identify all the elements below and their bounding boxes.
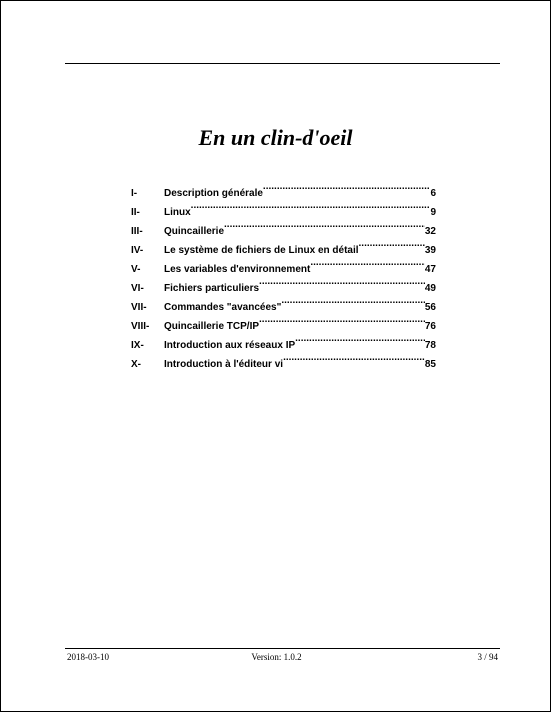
dot-leader	[263, 177, 431, 196]
page-title: En un clin-d'oeil	[198, 125, 353, 150]
toc-title: Le système de fichiers de Linux en détail	[164, 245, 359, 256]
toc-page-number: 56	[424, 302, 436, 313]
toc-page-number: 76	[424, 321, 436, 332]
toc-number: VIII-	[131, 321, 150, 332]
toc-number: III-	[131, 226, 143, 237]
toc-number: V-	[131, 264, 141, 275]
toc-page-number: 47	[424, 264, 436, 275]
dot-leader	[281, 291, 425, 310]
dot-leader	[224, 215, 425, 234]
header-rule	[65, 63, 500, 64]
toc-page-number: 9	[430, 207, 436, 218]
toc-number: IV-	[131, 245, 144, 256]
footer-page-number: 3 / 94	[477, 652, 498, 662]
toc-title: Quincaillerie	[164, 226, 225, 237]
toc-entry[interactable]	[131, 177, 436, 199]
footer-date: 2018-03-10	[67, 652, 109, 662]
toc-number: I-	[131, 188, 138, 199]
toc-number: VII-	[131, 302, 147, 313]
toc-title: Quincaillerie TCP/IP	[164, 321, 260, 332]
dot-leader	[259, 310, 425, 329]
toc-title: Fichiers particuliers	[164, 283, 260, 294]
toc-page-number: 49	[424, 283, 436, 294]
table-of-contents	[131, 177, 436, 370]
toc-title: Les variables d'environnement	[164, 264, 311, 275]
toc-page-number: 85	[424, 359, 436, 370]
toc-title: Introduction aux réseaux IP	[164, 340, 296, 351]
dot-leader	[191, 196, 431, 215]
toc-page-number: 32	[424, 226, 436, 237]
toc-number: X-	[131, 359, 141, 370]
dot-leader	[310, 253, 425, 272]
toc-title: Description générale	[164, 188, 263, 199]
toc-title: Linux	[164, 207, 191, 218]
dot-leader	[359, 234, 425, 253]
toc-page-number: 39	[424, 245, 436, 256]
toc-title: Introduction à l'éditeur vi	[164, 359, 284, 370]
toc-page-number: 6	[430, 188, 436, 199]
dot-leader	[259, 272, 425, 291]
toc-title: Commandes "avancées"	[164, 302, 282, 313]
footer-version: Version: 1.0.2	[251, 652, 302, 662]
footer-rule	[65, 648, 500, 649]
toc-number: II-	[131, 207, 140, 218]
toc-page-number: 78	[424, 340, 436, 351]
dot-leader	[283, 348, 425, 367]
toc-number: IX-	[131, 340, 144, 351]
dot-leader	[295, 329, 425, 348]
toc-number: VI-	[131, 283, 144, 294]
